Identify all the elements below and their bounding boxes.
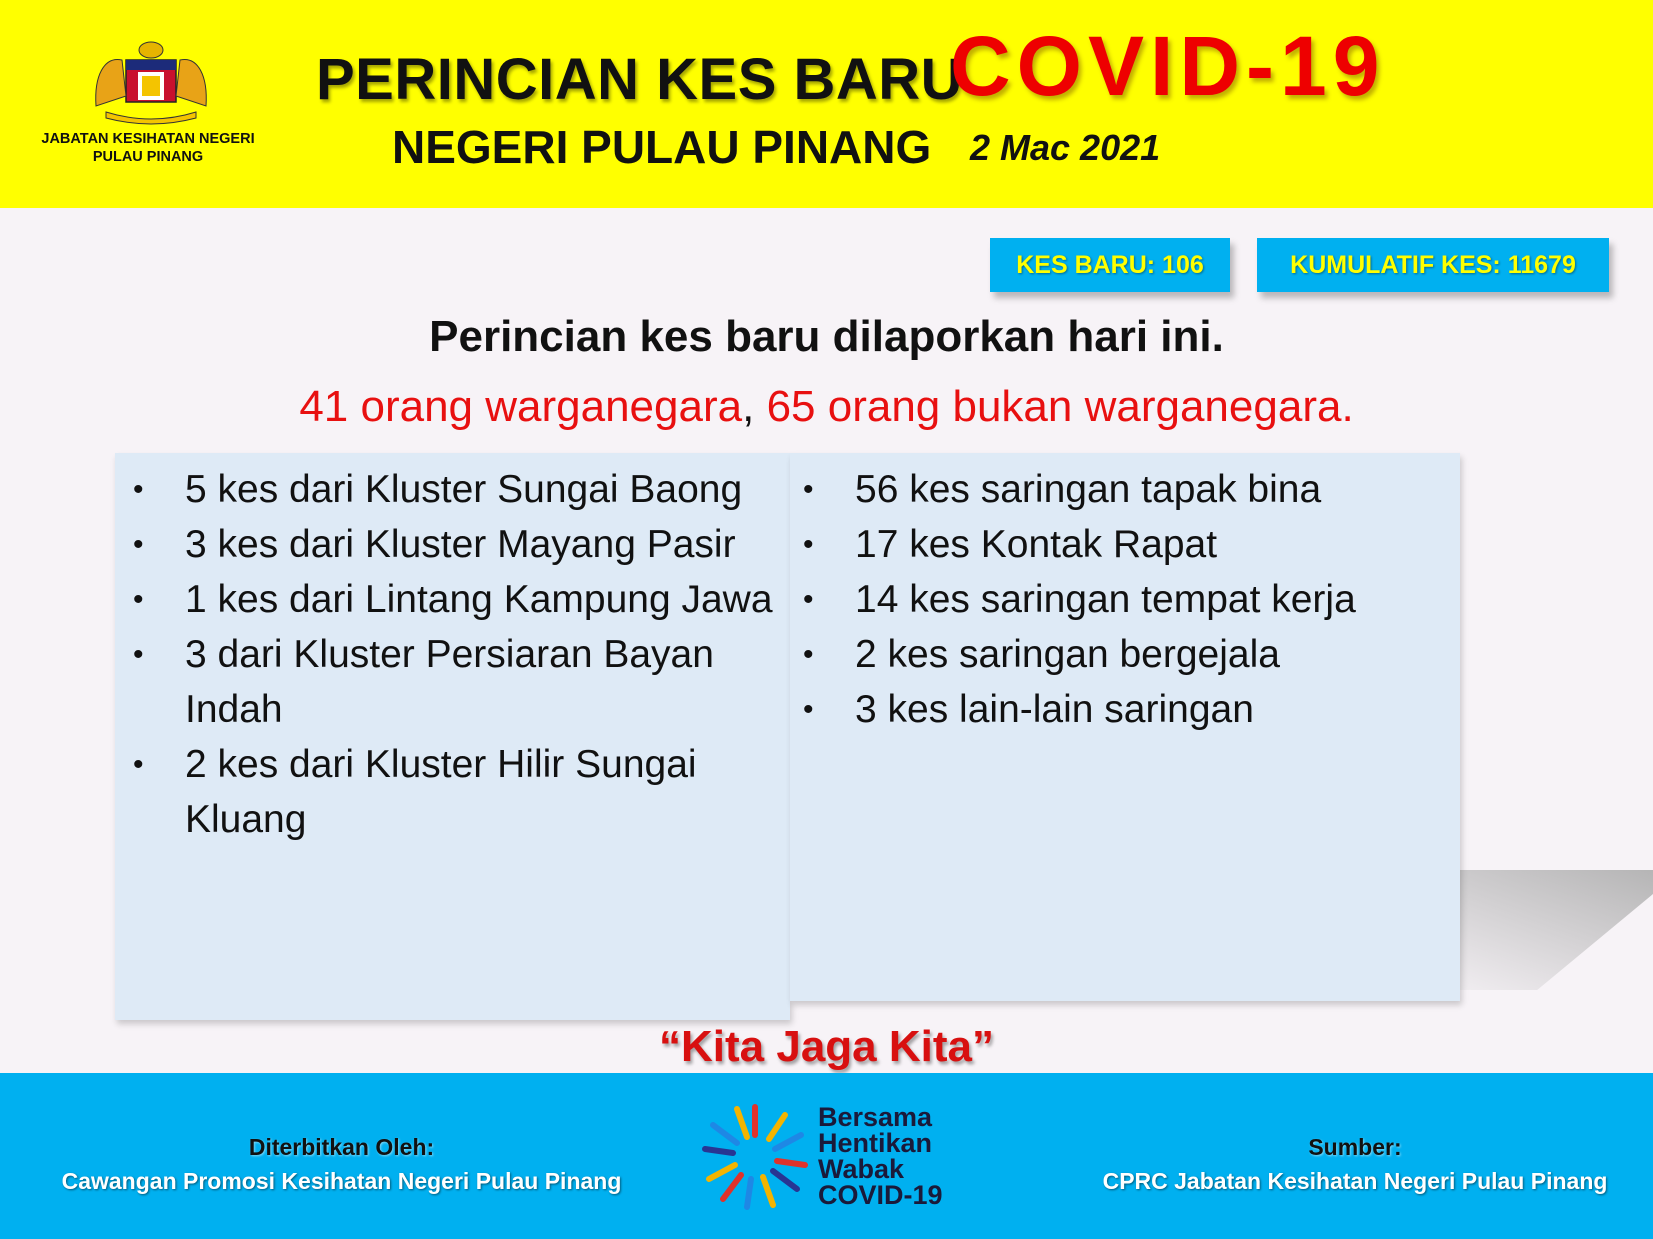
bullet-icon: •: [133, 473, 144, 506]
new-cases-badge: KES BARU: 106: [990, 238, 1230, 292]
list-item-text: 5 kes dari Kluster Sungai Baong: [185, 468, 743, 511]
list-item-text: 2 kes dari Kluster Hilir Sungai Kluang: [185, 743, 697, 841]
report-date: 2 Mac 2021: [970, 127, 1161, 168]
list-item-text: 3 dari Kluster Persiaran Bayan Indah: [185, 633, 714, 731]
campaign-text: [818, 1104, 943, 1208]
list-item: [125, 517, 785, 572]
period: .: [1341, 382, 1354, 431]
separator: ,: [742, 382, 755, 431]
bullet-icon: •: [133, 583, 144, 616]
list-item-text: 56 kes saringan tapak bina: [855, 468, 1322, 511]
summary-heading: Perincian kes baru dilaporkan hari ini.: [429, 312, 1224, 361]
list-item: [795, 462, 1455, 517]
campaign-line: Hentikan: [818, 1128, 933, 1158]
case-breakdown-line: [0, 382, 1653, 432]
list-item: [125, 627, 785, 737]
bullet-icon: •: [133, 638, 144, 671]
list-item: [795, 572, 1455, 627]
department-name: JABATAN KESIHATAN NEGERI PULAU PINANG: [41, 131, 255, 165]
campaign-burst-icon: [700, 1098, 810, 1216]
bullet-icon: •: [133, 748, 144, 781]
list-item-text: 1 kes dari Lintang Kampung Jawa: [185, 578, 773, 621]
bullet-icon: •: [803, 473, 814, 506]
list-item: [795, 682, 1455, 737]
list-item-text: 3 kes dari Kluster Mayang Pasir: [185, 523, 736, 566]
campaign-line: Wabak: [818, 1154, 905, 1184]
coat-of-arms-icon: [86, 36, 216, 126]
list-item-text: 2 kes saringan bergejala: [855, 633, 1280, 676]
list-item-text: 3 kes lain-lain saringan: [855, 688, 1254, 731]
decorative-shadow: [1460, 870, 1653, 990]
citizens-count: 41 orang warganegara: [299, 382, 743, 431]
list-item: [795, 517, 1455, 572]
cumulative-cases-badge: KUMULATIF KES: 11679: [1257, 238, 1609, 292]
cluster-case-list: [125, 462, 785, 847]
header-banner: [0, 0, 1653, 208]
screening-case-list: [795, 462, 1455, 737]
list-item: [795, 627, 1455, 682]
publisher-label: Diterbitkan Oleh:: [248, 1134, 435, 1160]
non-citizens-count: 65 orang bukan warganegara: [766, 382, 1342, 431]
state-title: NEGERI PULAU PINANG: [392, 121, 932, 173]
campaign-line: Bersama: [818, 1102, 933, 1132]
campaign-line: COVID-19: [818, 1180, 943, 1210]
list-item-text: 17 kes Kontak Rapat: [855, 523, 1218, 566]
slogan: “Kita Jaga Kita”: [659, 1022, 994, 1071]
source-name: CPRC Jabatan Kesihatan Negeri Pulau Pinang: [1102, 1168, 1608, 1194]
bullet-icon: •: [803, 693, 814, 726]
bullet-icon: •: [803, 583, 814, 616]
bullet-icon: •: [133, 528, 144, 561]
list-item-text: 14 kes saringan tempat kerja: [855, 578, 1356, 621]
list-item: [125, 462, 785, 517]
bullet-icon: •: [803, 638, 814, 671]
covid-title: COVID-19: [950, 19, 1386, 113]
page-title: PERINCIAN KES BARU: [316, 47, 964, 112]
list-item: [125, 737, 785, 847]
bullet-icon: •: [803, 528, 814, 561]
source-label: Sumber:: [1308, 1134, 1402, 1160]
list-item: [125, 572, 785, 627]
publisher-name: Cawangan Promosi Kesihatan Negeri Pulau Pinang: [61, 1168, 622, 1194]
